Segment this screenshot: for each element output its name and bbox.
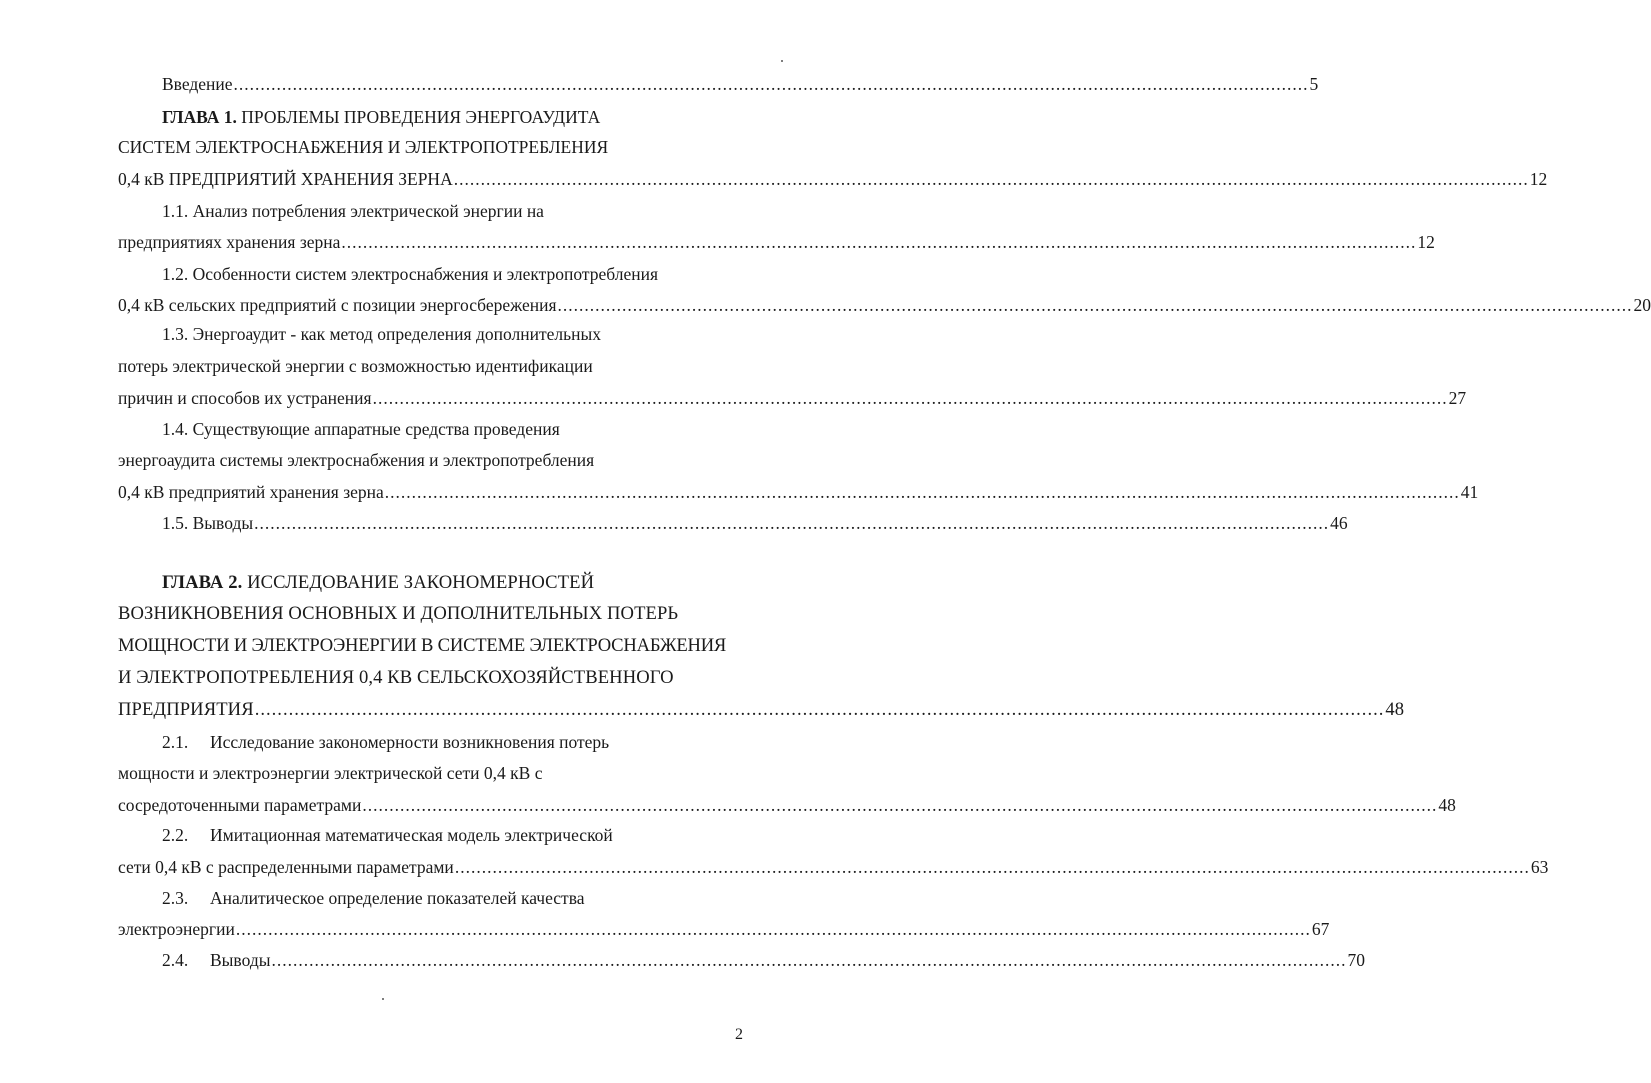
section-title: Аналитическое определение показателей качества xyxy=(210,888,585,908)
section-1-2-line1: 1.2. Особенности систем электроснабжения и электропотребления xyxy=(162,264,659,284)
chapter2-heading-line3: МОЩНОСТИ И ЭЛЕКТРОЭНЕРГИИ В СИСТЕМЕ ЭЛЕКТРОСНАБЖЕНИЯ xyxy=(118,635,727,656)
leader-dots: ........................................................................................................................................................................................................ xyxy=(235,919,1311,939)
leader-dots: ........................................................................................................................................................................................................ xyxy=(254,699,1385,720)
chapter2-title-part5: ПРЕДПРИЯТИЯ xyxy=(118,699,254,720)
section-1-4-last xyxy=(118,481,1479,503)
section-2-2-line1 xyxy=(162,824,613,846)
chapter2-label: ГЛАВА 2. xyxy=(162,572,243,593)
section-2-3-last xyxy=(118,918,1330,940)
toc-page-number: 12 xyxy=(1529,169,1548,189)
chapter2-heading-line1 xyxy=(162,572,594,594)
section-1-1-last xyxy=(118,231,1435,253)
chapter2-heading-line2: ВОЗНИКНОВЕНИЯ ОСНОВНЫХ И ДОПОЛНИТЕЛЬНЫХ ПОТЕРЬ xyxy=(118,603,679,624)
toc-page-number: 46 xyxy=(1330,513,1348,533)
section-2-3-line1 xyxy=(162,887,585,909)
chapter2-title-part1: ИССЛЕДОВАНИЕ ЗАКОНОМЕРНОСТЕЙ xyxy=(247,572,595,593)
section-2-1-line1 xyxy=(162,731,609,753)
chapter1-title-part1: ПРОБЛЕМЫ ПРОВЕДЕНИЯ ЭНЕРГОАУДИТА xyxy=(241,107,601,127)
section-title: 1.5. Выводы xyxy=(162,513,254,533)
section-title: предприятиях хранения зерна xyxy=(118,232,341,252)
chapter1-label: ГЛАВА 1. xyxy=(162,107,237,127)
section-title: причин и способов их устранения xyxy=(118,388,372,408)
toc-page-number: 70 xyxy=(1347,950,1365,970)
section-title: 0,4 кВ предприятий хранения зерна xyxy=(118,482,384,502)
leader-dots: ........................................................................................................................................................................................................ xyxy=(557,295,1633,315)
section-title xyxy=(162,949,270,971)
leader-dots: ........................................................................................................................................................................................................ xyxy=(362,795,1438,815)
toc-page-number: 20 xyxy=(1633,295,1651,315)
section-label: Выводы xyxy=(210,950,271,970)
toc-page-number: 48 xyxy=(1385,699,1405,720)
section-number: 2.3. xyxy=(162,888,189,908)
section-2-2-last xyxy=(118,856,1549,878)
leader-dots: ........................................................................................................................................................................................................ xyxy=(254,513,1330,533)
toc-page-number: 63 xyxy=(1530,857,1549,877)
section-title: сети 0,4 кВ с распределенными параметрами xyxy=(118,857,454,877)
section-1-4-line1: 1.4. Существующие аппаратные средства проведения xyxy=(162,419,560,439)
scan-speck xyxy=(382,998,384,1000)
section-title: Имитационная математическая модель электрической xyxy=(210,825,613,845)
toc-page-number: 41 xyxy=(1460,482,1479,502)
toc-page-number: 5 xyxy=(1309,74,1319,94)
leader-dots: ........................................................................................................................................................................................................ xyxy=(453,169,1529,189)
leader-dots: ........................................................................................................................................................................................................ xyxy=(233,74,1309,94)
leader-dots: ........................................................................................................................................................................................................ xyxy=(454,857,1530,877)
chapter1-heading-line2: СИСТЕМ ЭЛЕКТРОСНАБЖЕНИЯ И ЭЛЕКТРОПОТРЕБЛЕНИЯ xyxy=(118,137,609,157)
leader-dots: ........................................................................................................................................................................................................ xyxy=(271,950,1347,970)
leader-dots: ........................................................................................................................................................................................................ xyxy=(341,232,1417,252)
toc-page-number: 12 xyxy=(1417,232,1435,252)
toc-page-number: 48 xyxy=(1438,795,1456,815)
section-title: 0,4 кВ сельских предприятий с позиции энергосбережения xyxy=(118,295,557,315)
section-number: 2.2. xyxy=(162,825,189,845)
section-1-1-line1: 1.1. Анализ потребления электрической энергии на xyxy=(162,201,544,221)
section-title: Исследование закономерности возникновения потерь xyxy=(210,732,610,752)
section-number: 2.4. xyxy=(162,950,189,970)
section-number: 2.1. xyxy=(162,732,189,752)
section-2-4 xyxy=(162,949,1365,971)
section-1-2-last xyxy=(118,294,1651,316)
chapter1-title-part3: 0,4 кВ ПРЕДПРИЯТИЙ ХРАНЕНИЯ ЗЕРНА xyxy=(118,169,453,189)
chapter1-heading-line3 xyxy=(118,168,1548,190)
section-2-1-last xyxy=(118,794,1456,816)
leader-dots: ........................................................................................................................................................................................................ xyxy=(372,388,1448,408)
section-title: сосредоточенными параметрами xyxy=(118,795,362,815)
chapter1-heading-line1 xyxy=(162,106,600,128)
scan-speck xyxy=(781,60,783,62)
section-1-4-line2: энергоаудита системы электроснабжения и электропотребления xyxy=(118,450,595,470)
section-1-5 xyxy=(162,512,1348,534)
toc-entry-intro xyxy=(162,73,1319,95)
leader-dots: ........................................................................................................................................................................................................ xyxy=(384,482,1460,502)
section-1-3-last xyxy=(118,387,1467,409)
section-title: электроэнергии xyxy=(118,919,235,939)
section-2-1-line2: мощности и электроэнергии электрической сети 0,4 кВ с xyxy=(118,763,543,783)
page-number: 2 xyxy=(735,1026,743,1043)
toc-page-number: 67 xyxy=(1311,919,1330,939)
chapter2-heading-line4: И ЭЛЕКТРОПОТРЕБЛЕНИЯ 0,4 КВ СЕЛЬСКОХОЗЯЙСТВЕННОГО xyxy=(118,667,674,688)
toc-page-number: 27 xyxy=(1448,388,1467,408)
toc-entry-label: Введение xyxy=(162,74,233,94)
chapter2-heading-line5 xyxy=(118,699,1405,721)
section-1-3-line2: потерь электрической энергии с возможностью идентификации xyxy=(118,356,593,376)
section-1-3-line1: 1.3. Энергоаудит - как метод определения дополнительных xyxy=(162,324,601,344)
